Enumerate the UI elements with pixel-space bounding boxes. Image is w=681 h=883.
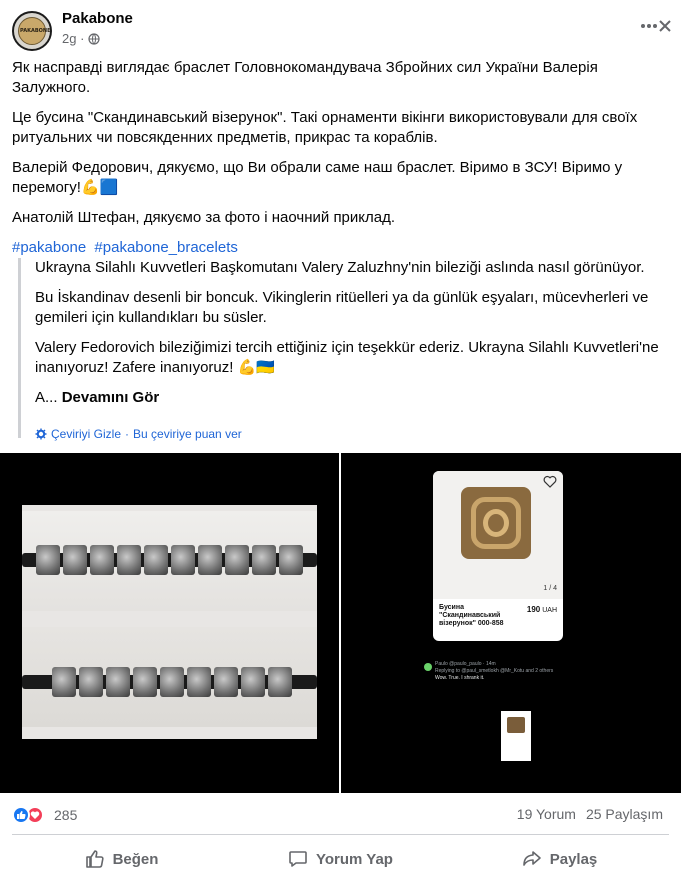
post-paragraph: Як насправді виглядає браслет Головнокомандувача Збройних сил України Валерія Залужного. — [12, 59, 598, 96]
comment-label: Yorum Yap — [316, 850, 393, 868]
page-avatar[interactable] — [12, 11, 52, 51]
bracelet-bead — [252, 545, 276, 575]
thumbs-up-icon — [85, 849, 105, 869]
tweet-reply: Replying to @paul_smetlokh @Mr_Kotu and 2 others — [435, 668, 554, 674]
hashtags — [12, 238, 662, 258]
viking-knot-bead — [461, 487, 531, 559]
bracelet-bead — [268, 667, 292, 697]
bracelet-bead — [36, 545, 60, 575]
post-header — [10, 8, 671, 50]
bracelet-bead — [279, 545, 303, 575]
hide-translation-link[interactable]: Çeviriyi Gizle — [51, 427, 122, 441]
bracelet-bead — [214, 667, 238, 697]
post-paragraph: Анатолій Штефан, дякуємо за фото і наочний приклад. — [12, 209, 396, 226]
bracelet-bead — [79, 667, 103, 697]
comment-icon — [288, 849, 308, 869]
bracelet-bead — [160, 667, 184, 697]
shares-count[interactable]: 25 Paylaşım — [585, 806, 663, 822]
tweet-text: Wow. True. I shrank it. — [435, 675, 485, 681]
reaction-count: 285 — [54, 807, 78, 823]
tweet-avatar — [424, 663, 432, 671]
image-counter: 1 / 4 — [543, 585, 557, 592]
rate-translation-link[interactable]: Bu çeviriye puan ver — [133, 427, 242, 441]
post-stats — [12, 806, 669, 826]
product-name: Бусина "Скандинавський візерунок" 000-858 — [439, 604, 504, 627]
close-button[interactable] — [653, 14, 677, 38]
see-more-link[interactable]: Devamını Gör — [61, 389, 160, 406]
tweet-screenshot[interactable] — [421, 655, 598, 778]
post-time[interactable]: 2g · — [62, 31, 85, 46]
gear-icon — [35, 428, 47, 440]
page-name[interactable]: Pakabone — [62, 10, 133, 27]
post-paragraph: Валерій Федорович, дякуємо, що Ви обрали саме наш браслет. Віримо в ЗСУ! Віримо у перемогу!💪🟦 — [12, 159, 623, 196]
translation-paragraph: Ukrayna Silahlı Kuvvetleri Başkomutanı Valery Zaluzhny'nin bileziği aslında nasıl görünüyor. — [35, 259, 645, 276]
divider — [12, 834, 669, 835]
bracelet-bead — [106, 667, 130, 697]
tweet-image — [501, 711, 531, 761]
translation-paragraph: Bu İskandinav desenli bir boncuk. Vikinglerin ritüelleri ya da günlük eşyaları, mücevherleri ve gemileri için kullandıkları bu süsler. — [35, 289, 649, 326]
product-price — [527, 605, 557, 614]
bracelet-bead — [63, 545, 87, 575]
comment-button[interactable] — [231, 840, 450, 878]
share-label: Paylaş — [549, 850, 598, 868]
post-paragraph: Це бусина "Скандинавський візерунок". Такі орнаменти вікінги використовували для своїх ритуальних чи повсякденних предметів, прикрас та кораблів. — [12, 109, 638, 146]
share-icon — [522, 849, 542, 869]
bracelet-bead — [52, 667, 76, 697]
avatar-logo-text: PAKABONE — [20, 28, 51, 34]
bracelet-photo[interactable] — [22, 505, 317, 739]
product-card[interactable] — [433, 471, 563, 641]
hashtag-link[interactable]: #pakabone — [12, 239, 87, 256]
price-currency: UAH — [542, 607, 557, 614]
tweet-header: Paulo @paulo_paulo · 14m — [435, 661, 496, 667]
comments-count[interactable]: 19 Yorum — [516, 806, 576, 822]
translation-truncated — [35, 388, 666, 408]
bracelet-bead — [90, 545, 114, 575]
logo-icon — [18, 17, 51, 45]
like-label: Beğen — [112, 850, 159, 868]
post-actions — [12, 840, 669, 878]
bracelet-bead — [144, 545, 168, 575]
bracelet-bead — [117, 545, 141, 575]
bracelet-bead — [225, 545, 249, 575]
bracelet-bead — [133, 667, 157, 697]
hashtag-link[interactable]: #pakabone_bracelets — [94, 239, 238, 256]
like-reaction-icon — [12, 806, 30, 824]
product-image — [433, 471, 563, 599]
truncated-prefix: A... — [35, 389, 58, 406]
bracelet-bead — [198, 545, 222, 575]
post-body — [12, 58, 662, 268]
translation-controls — [35, 424, 242, 444]
like-button[interactable] — [12, 840, 231, 878]
reactions-summary[interactable] — [12, 806, 77, 824]
translation-block — [18, 258, 666, 441]
heart-icon[interactable] — [543, 475, 557, 489]
media-divider — [339, 453, 341, 793]
bracelet-bead — [187, 667, 211, 697]
globe-icon — [88, 33, 100, 45]
bracelet-bead — [171, 545, 195, 575]
share-button[interactable] — [450, 840, 669, 878]
translation-paragraph: Valery Fedorovich bileziğimizi tercih ettiğiniz için teşekkür ederiz. Ukrayna Silahlı Kuvvetleri'ne inanıyoruz! Zafere inanıyoruz! 💪🇺🇦 — [35, 339, 659, 376]
close-icon — [659, 20, 671, 32]
post-media — [0, 453, 681, 793]
engagement-counts — [517, 806, 663, 822]
separator: · — [125, 427, 130, 441]
post-meta — [62, 31, 100, 46]
bracelet-bead — [241, 667, 265, 697]
price-value: 190 — [526, 605, 541, 614]
